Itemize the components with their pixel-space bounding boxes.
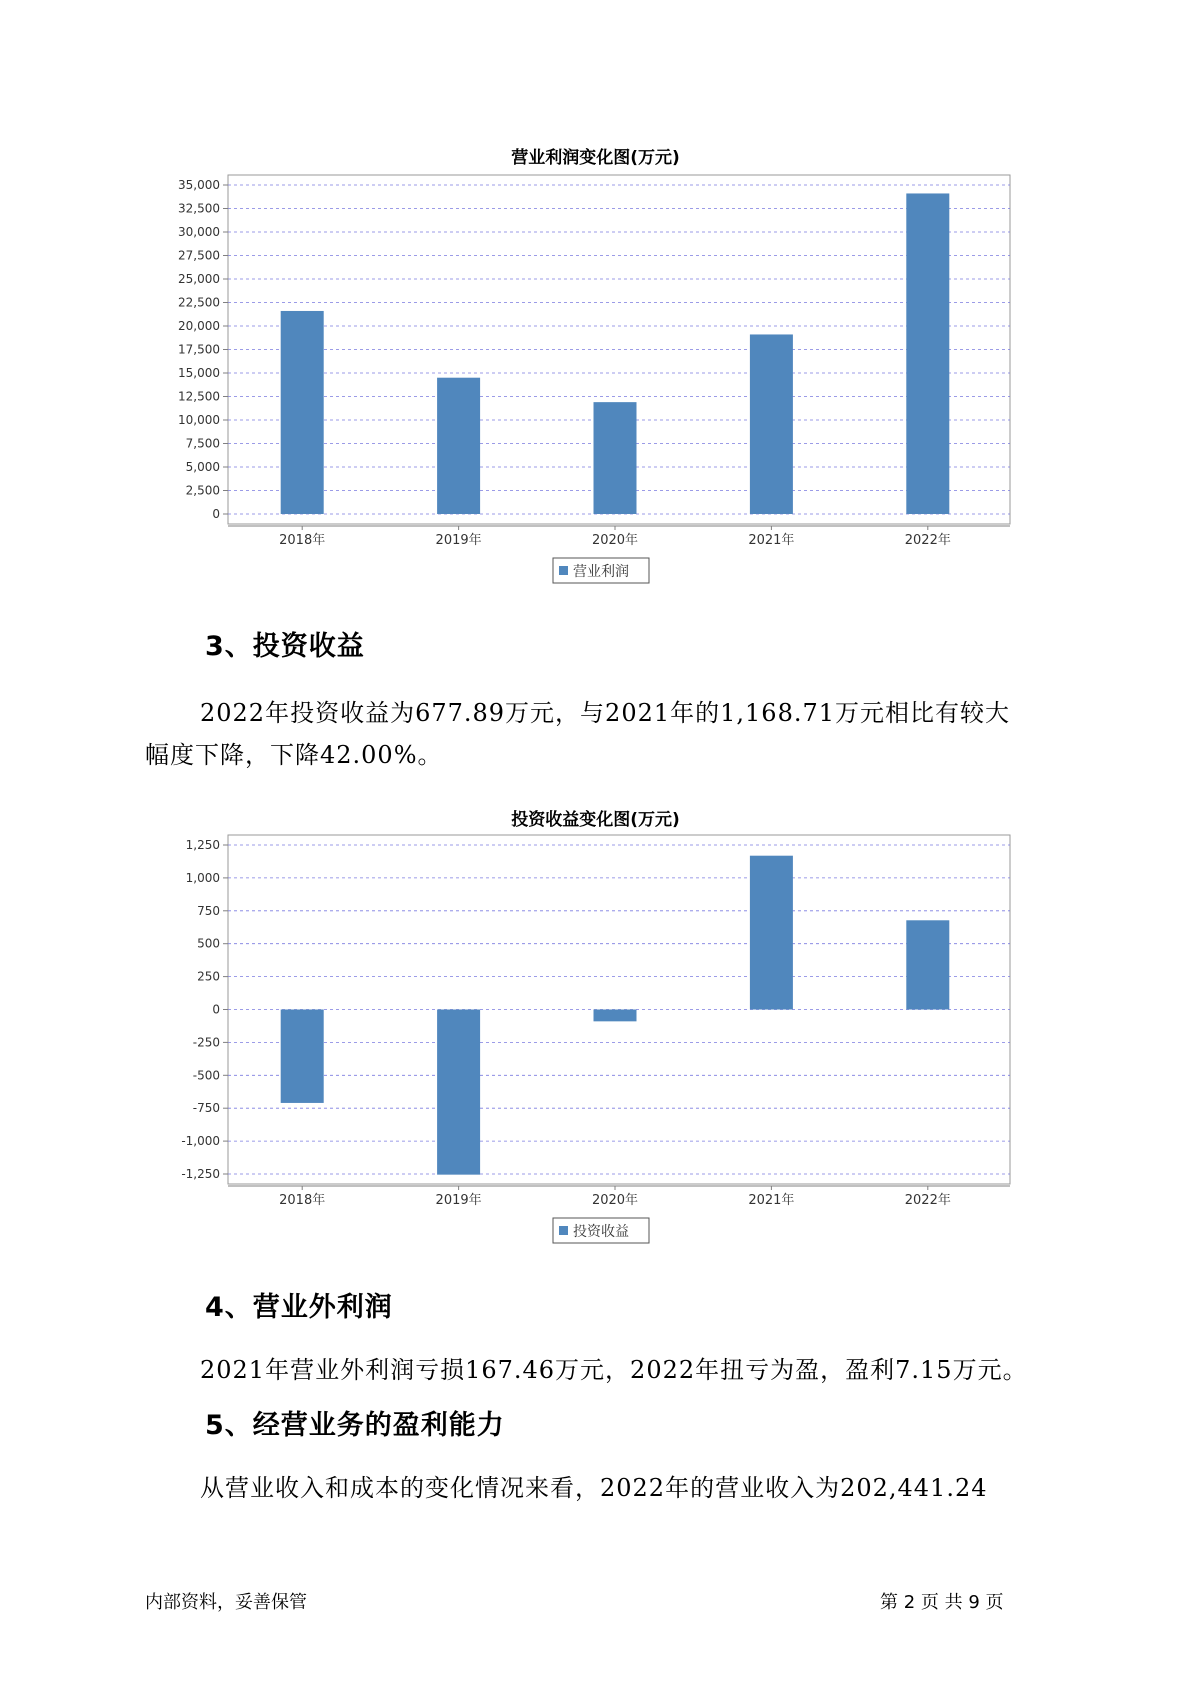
- investment-income-x-tick-label: 2022年: [904, 1193, 951, 1208]
- investment-income-y-tick-label: 500: [197, 936, 220, 951]
- investment-income-y-tick-label: 750: [197, 903, 220, 918]
- operating-profit-y-tick-label: 17,500: [178, 342, 220, 357]
- investment-income-legend-swatch: [559, 1226, 568, 1235]
- investment-income-legend-label: 投资收益: [573, 1224, 629, 1240]
- investment-income-bar-2018年: [281, 1010, 324, 1103]
- investment-income-bar-2021年: [750, 856, 793, 1010]
- operating-profit-x-tick-label: 2021年: [748, 533, 795, 548]
- operating-profit-chart-title: 营业利润变化图(万元): [511, 148, 680, 168]
- operating-profit-legend-swatch: [559, 566, 568, 575]
- investment-income-y-tick-label: -250: [192, 1035, 220, 1050]
- operating-profit-y-tick-label: 25,000: [178, 272, 220, 286]
- operating-profit-bar-2020年: [594, 402, 637, 514]
- operating-profit-y-tick-label: 2,500: [185, 483, 220, 498]
- operating-profit-y-tick-label: 0: [212, 507, 220, 521]
- profitability-heading: 5、经营业务的盈利能力: [205, 1410, 505, 1441]
- operating-profit-bar-2018年: [281, 311, 324, 514]
- investment-income-y-tick-label: -500: [192, 1068, 220, 1083]
- investment-para-line1: 2022年投资收益为677.89万元，与2021年的1,168.71万元相比有较大: [200, 699, 1011, 727]
- footer-confidential-note: 内部资料，妥善保管: [145, 1592, 307, 1613]
- operating-profit-chart: [0, 170, 1191, 590]
- operating-profit-x-tick-label: 2018年: [279, 533, 326, 548]
- operating-profit-bar-2022年: [906, 193, 949, 514]
- investment-income-x-tick-label: 2019年: [435, 1193, 482, 1208]
- operating-profit-y-tick-label: 22,500: [178, 295, 220, 310]
- investment-income-chart: [0, 830, 1191, 1250]
- profitability-para: 从营业收入和成本的变化情况来看，2022年的营业收入为202,441.24: [200, 1474, 988, 1502]
- investment-income-y-tick-label: 1,000: [185, 870, 220, 885]
- investment-income-x-tick-label: 2021年: [748, 1193, 795, 1208]
- operating-profit-y-tick-label: 15,000: [178, 366, 220, 380]
- non-operating-para: 2021年营业外利润亏损167.46万元，2022年扭亏为盈，盈利7.15万元。: [200, 1356, 1028, 1384]
- investment-income-y-tick-label: -1,000: [181, 1134, 220, 1149]
- operating-profit-y-tick-label: 35,000: [178, 178, 220, 192]
- investment-income-bar-2020年: [594, 1010, 637, 1022]
- investment-income-y-tick-label: -1,250: [181, 1167, 220, 1181]
- operating-profit-y-tick-label: 10,000: [178, 413, 220, 427]
- investment-heading: 3、投资收益: [205, 631, 365, 662]
- operating-profit-y-tick-label: 27,500: [178, 248, 220, 263]
- non-operating-heading: 4、营业外利润: [205, 1292, 393, 1323]
- investment-income-bar-2022年: [906, 920, 949, 1009]
- investment-income-y-tick-label: 1,250: [185, 838, 220, 852]
- operating-profit-legend-label: 营业利润: [573, 564, 629, 580]
- investment-income-chart-title: 投资收益变化图(万元): [511, 810, 680, 830]
- footer-page-number: 第 2 页 共 9 页: [880, 1592, 1004, 1613]
- operating-profit-y-tick-label: 30,000: [178, 225, 220, 239]
- investment-para-line2: 幅度下降，下降42.00%。: [145, 741, 443, 769]
- operating-profit-y-tick-label: 32,500: [178, 201, 220, 216]
- operating-profit-y-tick-label: 7,500: [185, 436, 220, 451]
- operating-profit-y-tick-label: 20,000: [178, 319, 220, 333]
- operating-profit-bar-2021年: [750, 334, 793, 514]
- operating-profit-y-tick-label: 5,000: [185, 460, 220, 474]
- operating-profit-x-tick-label: 2022年: [904, 533, 951, 548]
- investment-income-x-tick-label: 2020年: [591, 1193, 639, 1208]
- investment-income-y-tick-label: 0: [212, 1002, 220, 1017]
- investment-income-bar-2019年: [437, 1010, 480, 1175]
- investment-income-y-tick-label: -750: [192, 1101, 220, 1116]
- operating-profit-x-tick-label: 2020年: [591, 533, 639, 548]
- operating-profit-x-tick-label: 2019年: [435, 533, 482, 548]
- operating-profit-bar-2019年: [437, 378, 480, 514]
- investment-income-y-tick-label: 250: [197, 969, 220, 984]
- operating-profit-y-tick-label: 12,500: [178, 389, 220, 404]
- investment-income-x-tick-label: 2018年: [279, 1193, 326, 1208]
